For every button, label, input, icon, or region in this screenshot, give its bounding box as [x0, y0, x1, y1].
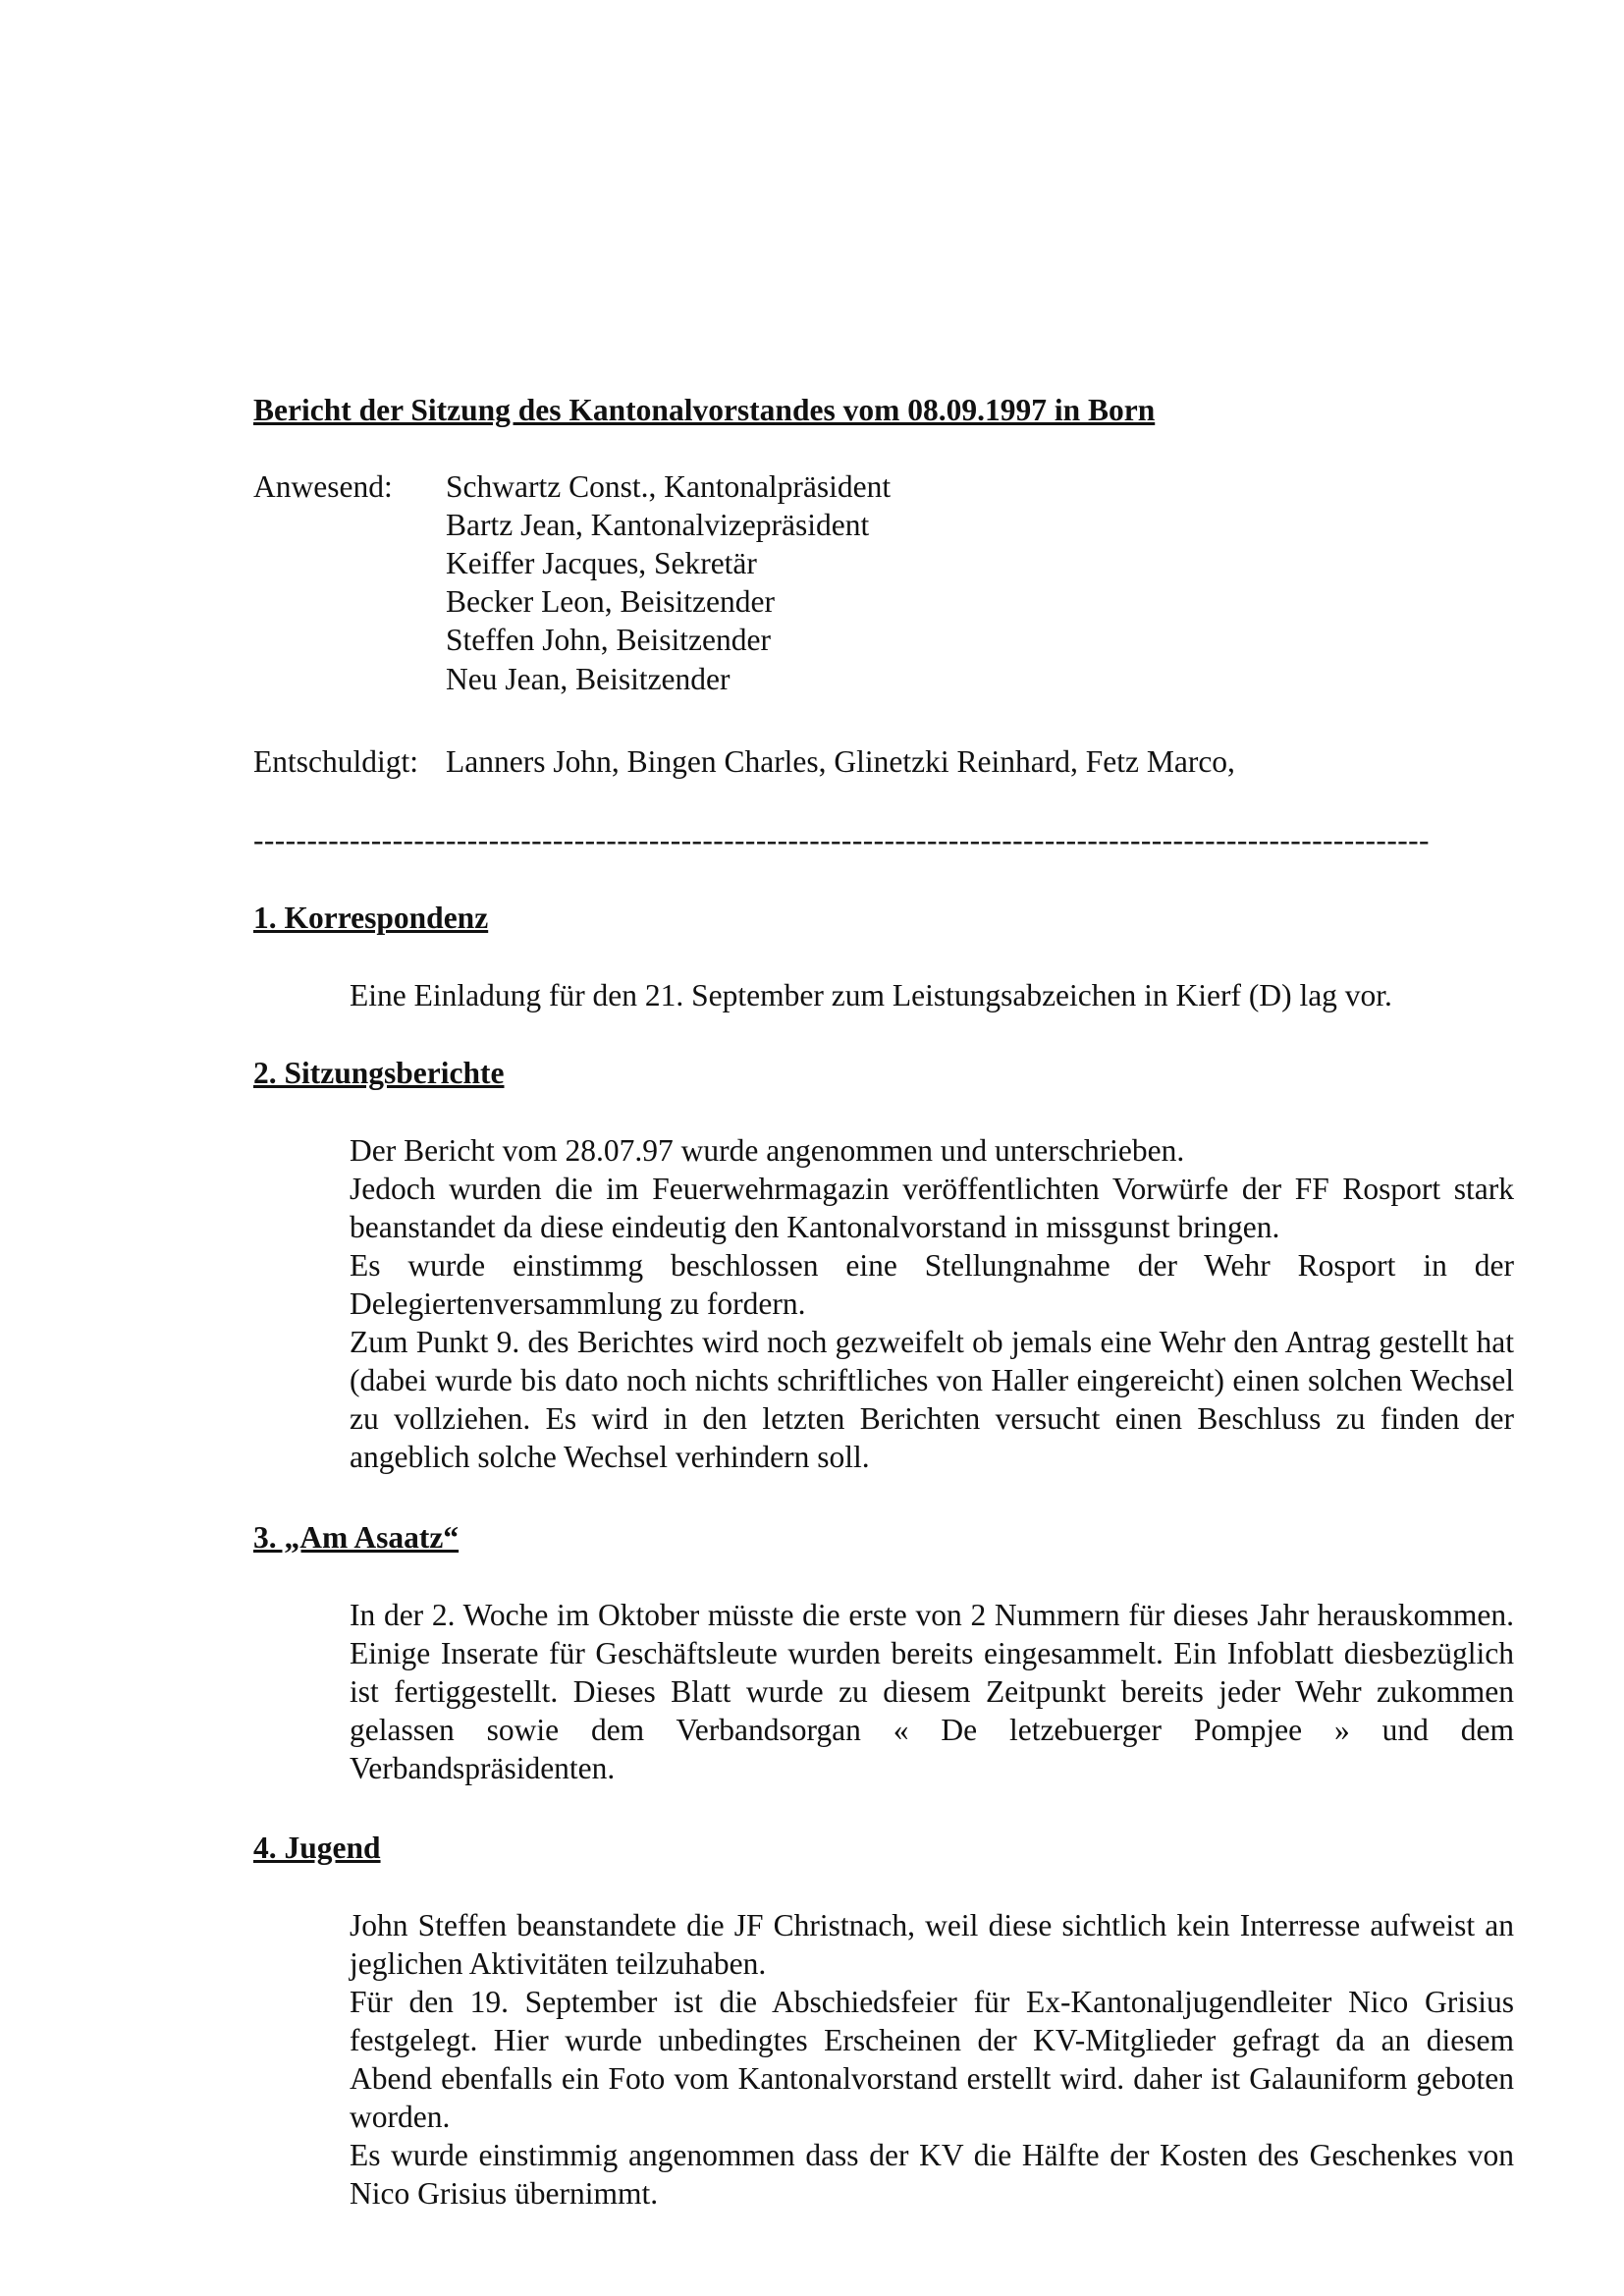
excused-label: Entschuldigt: — [253, 744, 418, 779]
section-body-jugend — [350, 1906, 1514, 2213]
attendee-entry: Becker Leon, Beisitzender — [446, 584, 775, 619]
paragraph: Es wurde einstimmg beschlossen eine Stellungnahme der Wehr Rosport in der Delegiertenversammlung zu fordern. — [350, 1248, 1514, 1321]
separator-line: -------------------------------------------------------------------------------------------------------------- — [253, 823, 1430, 857]
paragraph: In der 2. Woche im Oktober müsste die erste von 2 Nummern für dieses Jahr herauskommen. Einige Inserate für Geschäftsleute wurden bereits eingesammelt. Ein Infoblatt diesbezüglich ist fertiggestellt. Dieses Blatt wurde zu diesem Zeitpunkt bereits jeder Wehr zukommen gelassen sowie dem Verbandsorgan « De letzebuerger Pompjee » und dem Verbandspräsidenten. — [350, 1598, 1514, 1785]
section-body-korrespondenz — [350, 976, 1514, 1014]
paragraph: John Steffen beanstandete die JF Christnach, weil diese sichtlich kein Interresse aufweist an jeglichen Aktivitäten teilzuhaben. — [350, 1908, 1514, 1981]
attendee-entry: Keiffer Jacques, Sekretär — [446, 546, 757, 580]
section-heading-korrespondenz: 1. Korrespondenz — [253, 901, 489, 935]
attendee-entry: Schwartz Const., Kantonalpräsident — [446, 469, 892, 504]
paragraph: Eine Einladung für den 21. September zum Leistungsabzeichen in Kierf (D) lag vor. — [350, 978, 1392, 1012]
paragraph: Zum Punkt 9. des Berichtes wird noch gezweifelt ob jemals eine Wehr den Antrag gestellt hat (dabei wurde bis dato noch nichts schriftliches von Haller eingereicht) einen solchen Wechsel zu vollziehen. Es wird in den letzten Berichten versucht einen Beschluss zu finden der angeblich solche Wechsel verhindern soll. — [350, 1325, 1514, 1474]
section-body-sitzungsberichte — [350, 1131, 1514, 1476]
paragraph: Es wurde einstimmig angenommen dass der KV die Hälfte der Kosten des Geschenkes von Nico Grisius übernimmt. — [350, 2138, 1514, 2211]
attendee-entry: Bartz Jean, Kantonalvizepräsident — [446, 508, 870, 542]
section-heading-jugend: 4. Jugend — [253, 1831, 381, 1865]
section-heading-sitzungsberichte: 2. Sitzungsberichte — [253, 1056, 505, 1090]
attendee-entry: Neu Jean, Beisitzender — [446, 662, 731, 696]
section-body-am-asaatz — [350, 1596, 1514, 1787]
present-label: Anwesend: — [253, 469, 393, 504]
section-heading-am-asaatz: 3. „Am Asaatz“ — [253, 1520, 460, 1555]
paragraph: Jedoch wurden die im Feuerwehrmagazin veröffentlichten Vorwürfe der FF Rosport stark beanstandet da diese eindeutig den Kantonalvorstand in missgunst bringen. — [350, 1172, 1514, 1244]
paragraph: Der Bericht vom 28.07.97 wurde angenommen und unterschrieben. — [350, 1133, 1185, 1168]
paragraph: Für den 19. September ist die Abschiedsfeier für Ex-Kantonaljugendleiter Nico Grisius festgelegt. Hier wurde unbedingtes Erscheinen der KV-Mitglieder gefragt da an diesem Abend ebenfalls ein Foto vom Kantonalvorstand erstellt wird. daher ist Galauniform geboten worden. — [350, 1985, 1514, 2134]
attendee-entry: Steffen John, Beisitzender — [446, 623, 771, 657]
document-title: Bericht der Sitzung des Kantonalvorstandes vom 08.09.1997 in Born — [253, 393, 1156, 427]
excused-list: Lanners John, Bingen Charles, Glinetzki Reinhard, Fetz Marco, — [446, 744, 1235, 779]
